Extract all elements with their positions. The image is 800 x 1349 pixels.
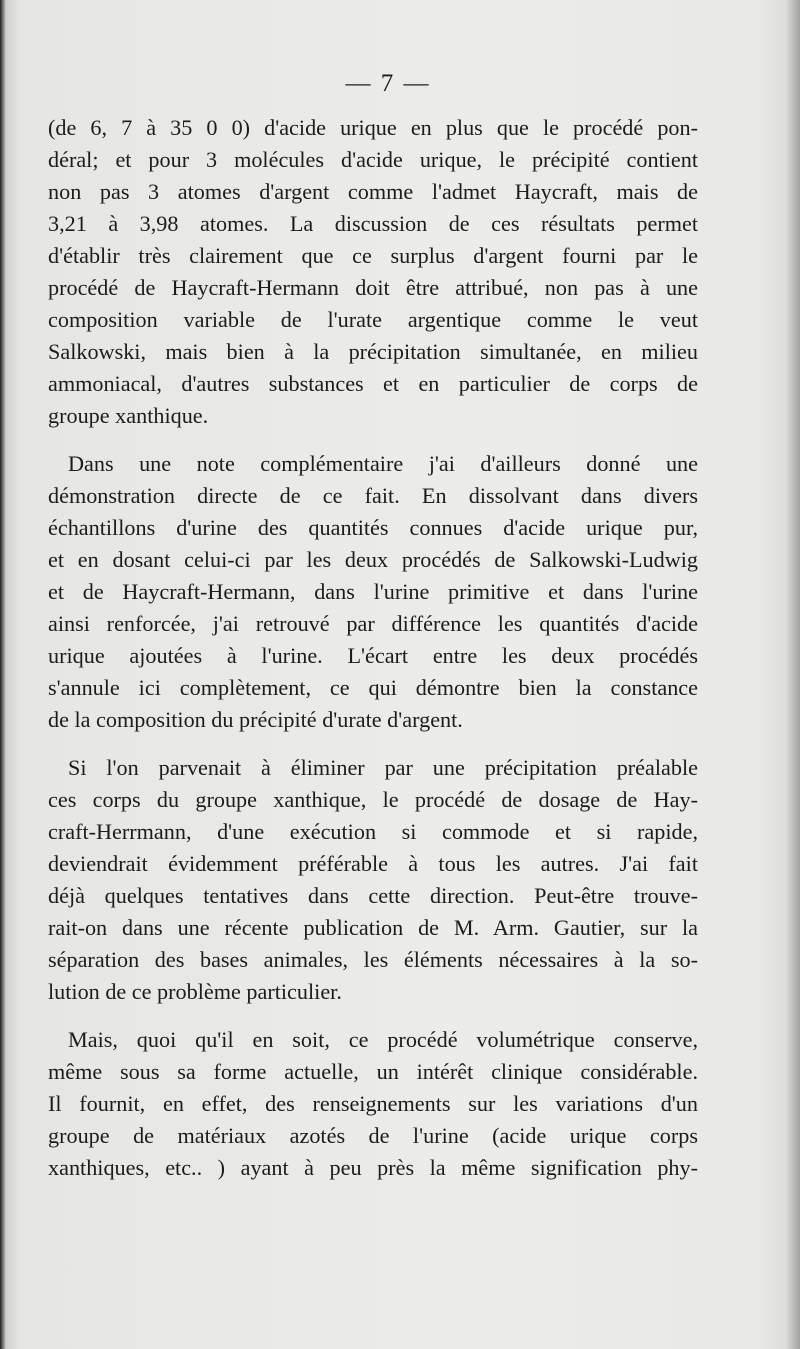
text-line: composition variable de l'urate argentique comme le veut: [48, 307, 698, 332]
text-line: ainsi renforcée, j'ai retrouvé par différence les quantités d'acide: [48, 611, 698, 636]
text-line: non pas 3 atomes d'argent comme l'admet Haycraft, mais de: [48, 179, 698, 204]
page-edge-shadow: [786, 0, 800, 1349]
text-line: et de Haycraft-Hermann, dans l'urine primitive et dans l'urine: [48, 579, 698, 604]
text-line: Dans une note complémentaire j'ai d'ailleurs donné une: [68, 451, 698, 476]
text-line: d'établir très clairement que ce surplus d'argent fourni par le: [48, 243, 698, 268]
page-number: — 7 —: [345, 70, 431, 97]
text-line: Si l'on parvenait à éliminer par une précipitation préalable: [68, 755, 698, 780]
text-line: deviendrait évidemment préférable à tous les autres. J'ai fait: [48, 851, 698, 876]
text-line: ammoniacal, d'autres substances et en particulier de corps de: [48, 371, 698, 396]
text-line: démonstration directe de ce fait. En dissolvant dans divers: [48, 483, 698, 508]
text-line: lution de ce problème particulier.: [48, 979, 342, 1004]
text-line: même sous sa forme actuelle, un intérêt clinique considérable.: [48, 1059, 698, 1084]
text-line: (de 6, 7 à 35 0 0) d'acide urique en plus que le procédé pon-: [48, 115, 698, 140]
text-line: séparation des bases animales, les éléments nécessaires à la so-: [48, 947, 698, 972]
text-line: xanthiques, etc.. ) ayant à peu près la même signification phy-: [48, 1155, 698, 1180]
text-line: procédé de Haycraft-Hermann doit être attribué, non pas à une: [48, 275, 698, 300]
paragraph-1: [48, 112, 698, 432]
text-line: groupe xanthique.: [48, 403, 209, 428]
text-line: de la composition du précipité d'urate d'argent.: [48, 707, 463, 732]
text-line: urique ajoutées à l'urine. L'écart entre les deux procédés: [48, 643, 698, 668]
text-line: Mais, quoi qu'il en soit, ce procédé volumétrique conserve,: [68, 1027, 698, 1052]
page-content: [48, 70, 698, 1200]
text-line: s'annule ici complètement, ce qui démontre bien la constance: [48, 675, 698, 700]
text-line: déral; et pour 3 molécules d'acide urique, le précipité contient: [48, 147, 698, 172]
text-line: 3,21 à 3,98 atomes. La discussion de ces résultats permet: [48, 211, 698, 236]
text-line: ces corps du groupe xanthique, le procédé de dosage de Hay-: [48, 787, 698, 812]
paragraph-3: [48, 752, 698, 1008]
text-line: et en dosant celui-ci par les deux procédés de Salkowski-Ludwig: [48, 547, 698, 572]
text-line: échantillons d'urine des quantités connues d'acide urique pur,: [48, 515, 698, 540]
text-line: Salkowski, mais bien à la précipitation simultanée, en milieu: [48, 339, 698, 364]
text-line: groupe de matériaux azotés de l'urine (acide urique corps: [48, 1123, 698, 1148]
text-line: Il fournit, en effet, des renseignements sur les variations d'un: [48, 1091, 698, 1116]
text-line: craft-Herrmann, d'une exécution si commode et si rapide,: [48, 819, 698, 844]
text-line: déjà quelques tentatives dans cette direction. Peut-être trouve-: [48, 883, 698, 908]
text-line: rait-on dans une récente publication de M. Arm. Gautier, sur la: [48, 915, 698, 940]
paragraph-2: [48, 448, 698, 736]
paragraph-4: [48, 1024, 698, 1184]
